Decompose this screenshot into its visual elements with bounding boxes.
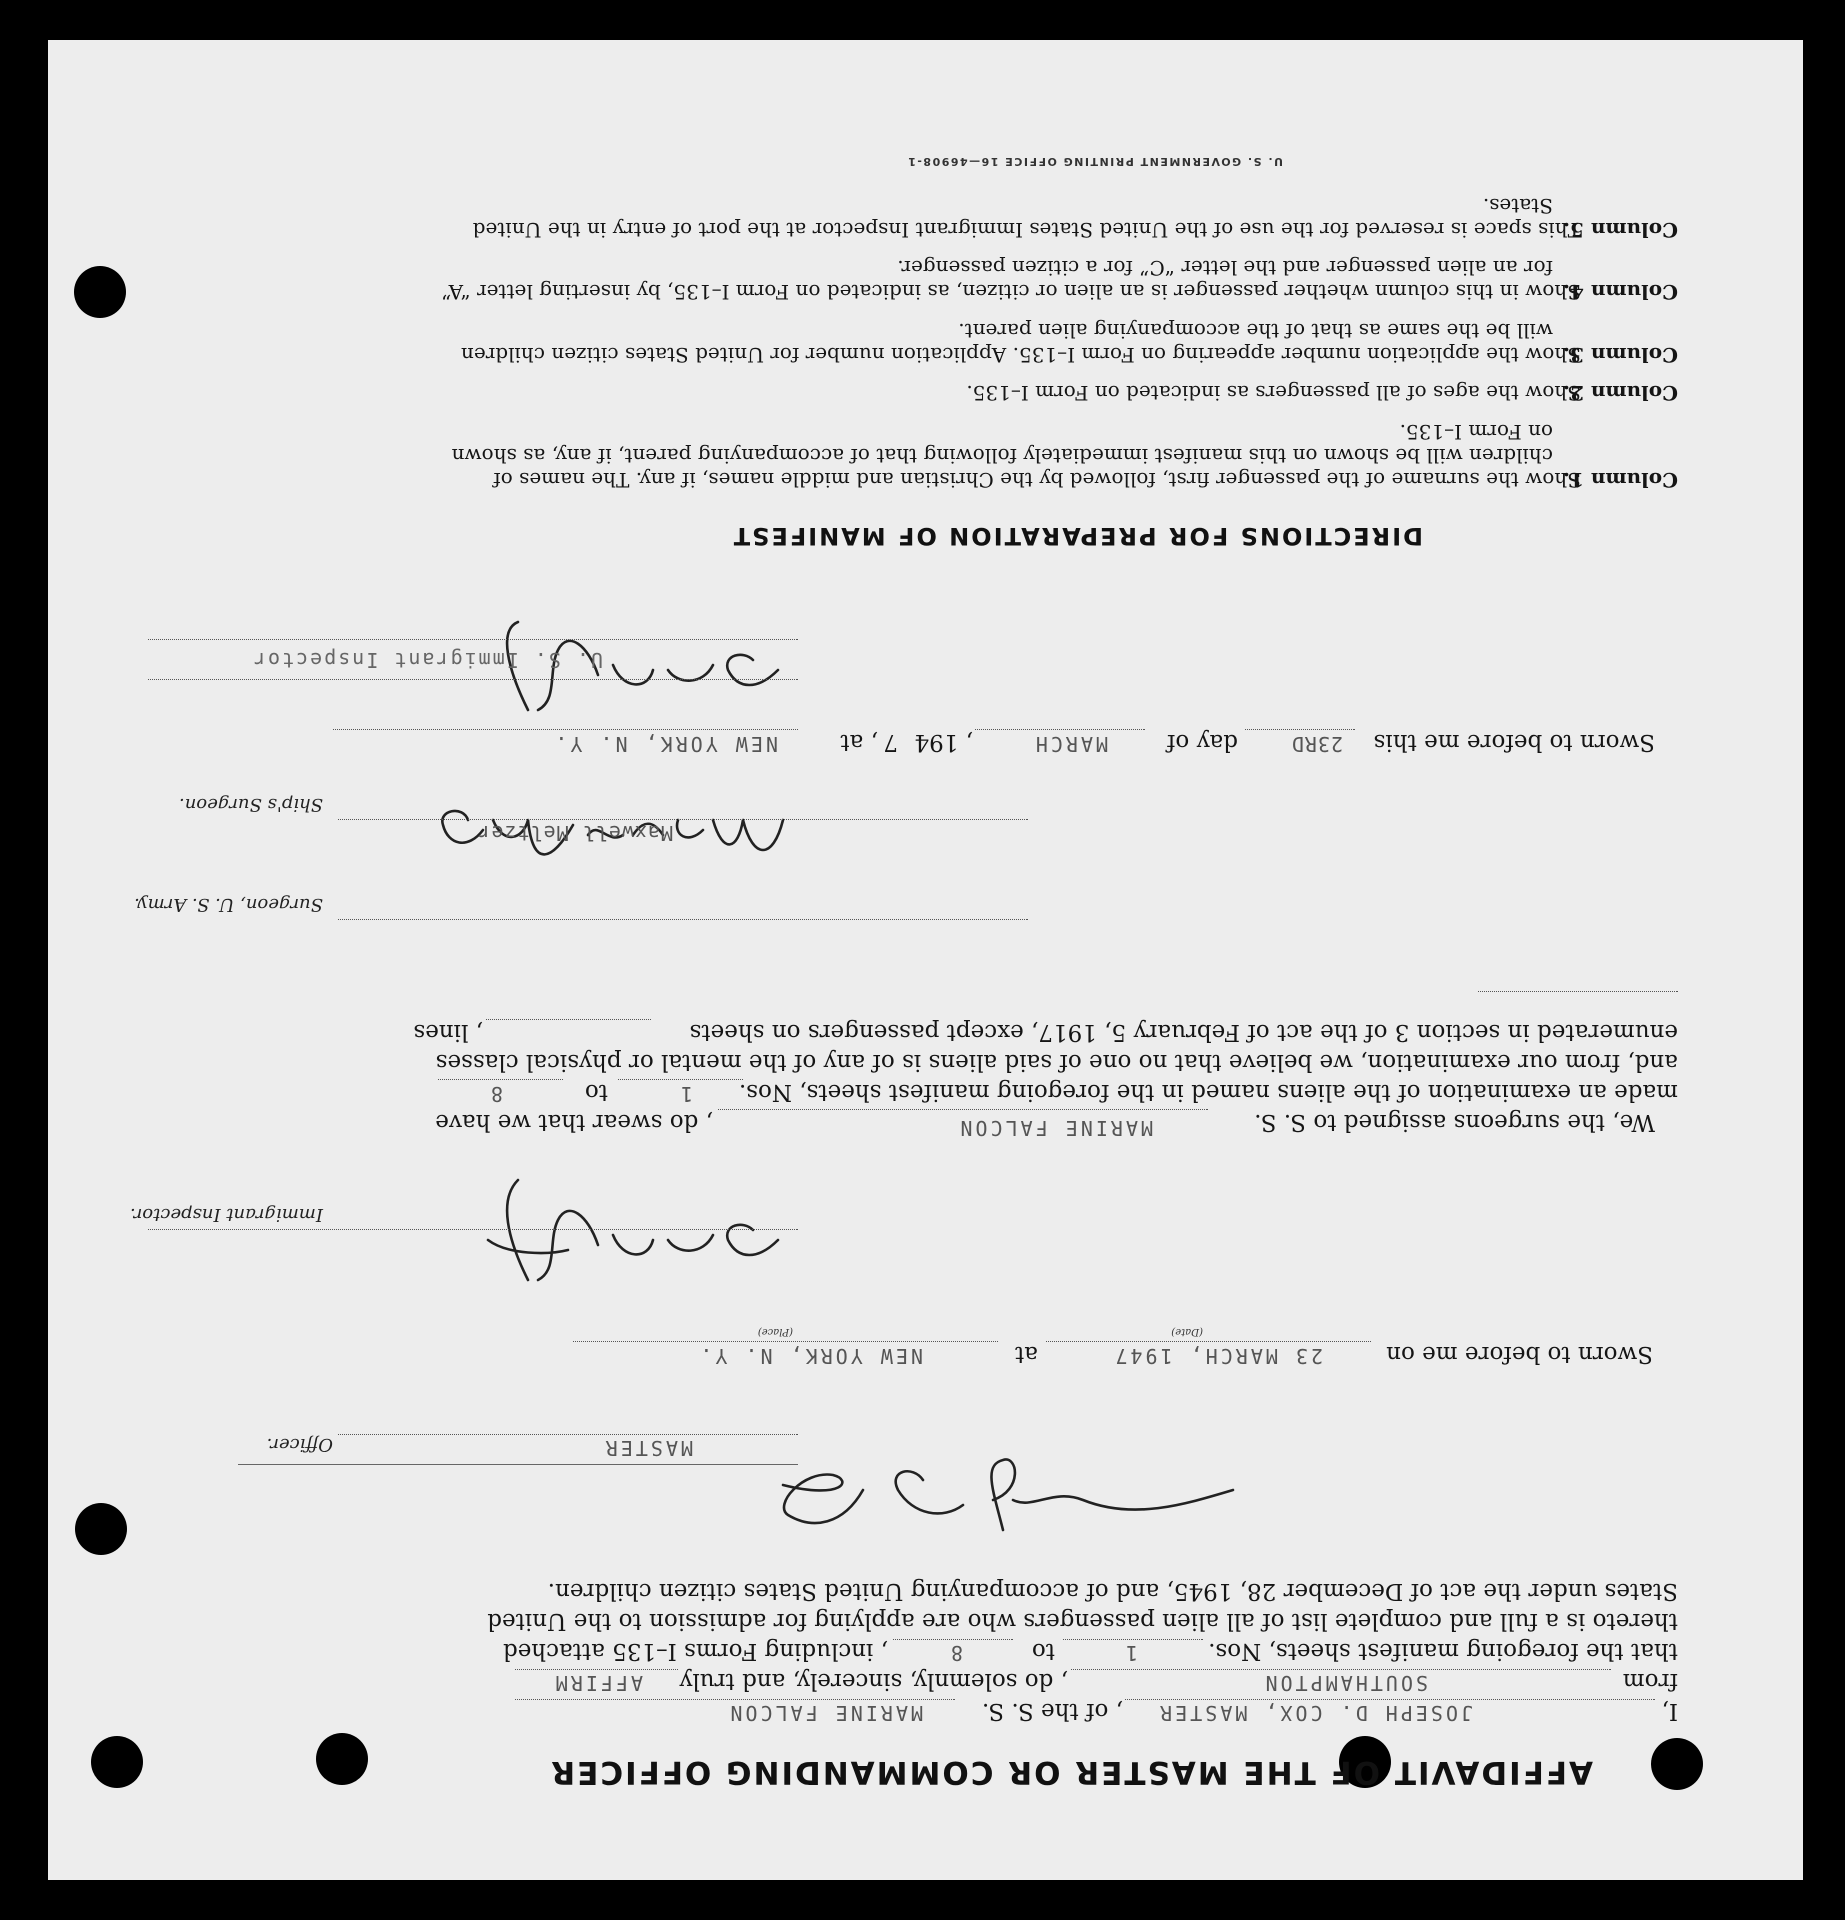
surgeons-line3: and, from our examination, we believe that no one of said aliens is of any of the mental or physical classes: [435, 1049, 1678, 1075]
sworn-month: MARCH: [1032, 732, 1108, 756]
direction-line: for an alien passenger and the letter “C” for a citizen passenger.: [897, 256, 1553, 280]
column-label: Column 1.: [1563, 468, 1678, 492]
inspector-signature-2: [468, 620, 798, 730]
direction-line: States.: [1482, 194, 1553, 218]
punch-hole: [75, 1503, 127, 1555]
surgeons-at-label: , at: [840, 729, 878, 755]
punch-hole: [91, 1736, 143, 1788]
master-ship-name: MARINE FALCON: [727, 1701, 923, 1725]
master-signature: [763, 1450, 1243, 1560]
punch-hole: [1651, 1738, 1703, 1790]
surgeons-place: NEW YORK, N. Y.: [552, 732, 778, 756]
surgeons-ship-name: MARINE FALCON: [957, 1116, 1153, 1140]
master-line3-a: that the foregoing manifest sheets, Nos.: [1208, 1638, 1678, 1664]
surgeons-line1-a: We, the surgeons assigned to S. S.: [1254, 1109, 1655, 1135]
to-label: to: [1031, 1638, 1055, 1664]
manifest-back-page: [48, 40, 1803, 1880]
date-caption: (Date): [1171, 1326, 1203, 1337]
ships-surgeon-label: Ship's Surgeon.: [179, 794, 323, 815]
day-of-label: day of: [1166, 729, 1238, 755]
punch-hole: [316, 1733, 368, 1785]
swear-text: , do solemnly, sincerely, and truly: [679, 1668, 1068, 1694]
master-affidavit-title: AFFIDAVIT OF THE MASTER OR COMMANDING OFFICER: [549, 1754, 1593, 1790]
column-label: Column 2.: [1563, 381, 1678, 405]
sworn-date: 23 MARCH, 1947: [1112, 1344, 1323, 1368]
direction-line: children will be shown on this manifest immediately following that of accompanying parent, if any, as shown: [451, 444, 1553, 468]
direction-line: Show the ages of all passengers as indicated on Form I–135.: [966, 381, 1581, 405]
master-line3-b: , including Forms I–135 attached: [503, 1638, 888, 1664]
sworn-day: 23RD: [1290, 732, 1343, 756]
surgeons-sworn-label: Sworn to before me this: [1373, 729, 1655, 755]
surgeons-line1-b: , do swear that we have: [435, 1109, 713, 1135]
year-prefix: , 194: [914, 729, 973, 755]
surgeons-line2-a: made an examination of the aliens named in the foregoing manifest sheets, Nos.: [738, 1079, 1678, 1105]
master-title-value: MASTER: [602, 1436, 693, 1460]
surgeons-sheet-to: 8: [487, 1082, 503, 1106]
surgeons-line4-a: enumerated in section 3 of the act of February 5, 1917, except passengers on sheets: [689, 1019, 1678, 1045]
master-line5: States under the act of December 28, 1945, and of accompanying United States citizen children.: [547, 1578, 1678, 1604]
from-label: from: [1622, 1668, 1678, 1694]
master-name: JOSEPH D. COX, MASTER: [1157, 1701, 1473, 1725]
direction-line: Show in this column whether passenger is an alien or citizen, as indicated on Form I–135, by inserting letter “A”: [441, 280, 1581, 304]
inspector-signature: [468, 1170, 798, 1300]
direction-line: on Form I–135.: [1399, 420, 1553, 444]
immigrant-inspector-label: Immigrant Inspector.: [129, 1204, 323, 1225]
directions-title: DIRECTIONS FOR PREPARATION OF MANIFEST: [731, 522, 1423, 550]
direction-line: will be the same as that of the accompanying alien parent.: [958, 319, 1553, 343]
from-port: SOUTHAMPTON: [1262, 1671, 1428, 1695]
direction-line: This space is reserved for the use of the United States Immigrant Inspector at the port of entry in the United: [472, 218, 1581, 242]
inspector-stamp: U. S. Immigrant Inspector: [251, 648, 603, 672]
column-label: Column 5.: [1563, 218, 1678, 242]
master-line4: thereto is a full and complete list of all alien passengers who are applying for admission to the United: [487, 1608, 1678, 1634]
army-surgeon-label: Surgeon, U. S. Army.: [134, 894, 323, 915]
master-sworn-label: Sworn to before me on: [1386, 1341, 1653, 1367]
of-ss-label: , of the S. S.: [981, 1698, 1123, 1724]
officer-label: Officer.: [266, 1434, 333, 1455]
affidavit-i-label: I,: [1661, 1698, 1678, 1724]
punch-hole: [74, 266, 126, 318]
master-sheet-from: 1: [1122, 1641, 1138, 1665]
column-label: Column 4.: [1563, 280, 1678, 304]
direction-line: Show the application number appearing on Form I–135. Application number for United States citizen children: [461, 343, 1581, 367]
column-label: Column 3.: [1563, 343, 1678, 367]
year-digit: 7: [883, 729, 898, 755]
master-sheet-to: 8: [947, 1641, 963, 1665]
sworn-place: NEW YORK, N. Y.: [697, 1344, 923, 1368]
printing-office-code: U. S. GOVERNMENT PRINTING OFFICE 16—46908-1: [906, 155, 1283, 168]
surgeons-sheet-from: 1: [677, 1082, 693, 1106]
surgeons-line4-b: , lines: [413, 1019, 483, 1045]
master-at-label: at: [1015, 1341, 1038, 1367]
ship-surgeon-name: Maxwell Meltzer: [477, 821, 673, 845]
direction-line: Show the surname of the passenger first, followed by the Christian and middle names, if any. The names of: [493, 468, 1581, 492]
surgeons-to-label: to: [584, 1079, 608, 1105]
swear-word: AFFIRM: [552, 1671, 643, 1695]
place-caption: (Place): [757, 1326, 793, 1337]
